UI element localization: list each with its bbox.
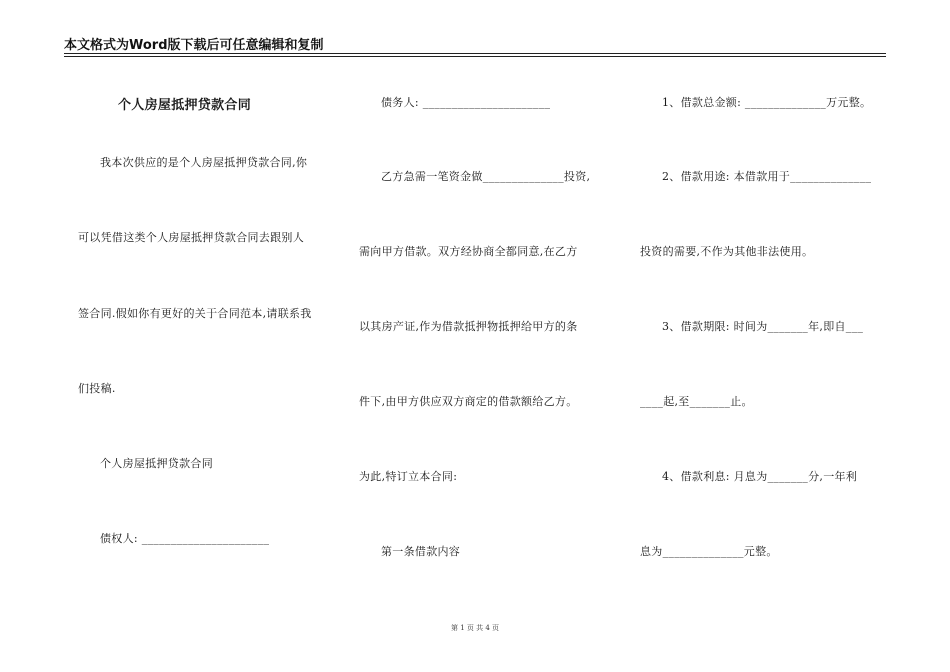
contract-subtitle: 个人房屋抵押贷款合同 (100, 457, 213, 470)
item-3-term-cont: ____起,至_______止。 (640, 395, 753, 408)
intro-line-4: 们投稿. (78, 382, 116, 395)
item-4-interest: 4、借款利息: 月息为_______分,一年利 (662, 470, 858, 483)
body-line-3: 以其房产证,作为借款抵押物抵押给甲方的条 (359, 320, 578, 333)
intro-line-3: 签合同.假如你有更好的关于合同范本,请联系我 (78, 307, 312, 320)
debtor-line: 债务人: ______________________ (381, 96, 551, 109)
page-number: 第 1 页 共 4 页 (450, 624, 500, 632)
item-1-total-amount: 1、借款总金额: ______________万元整。 (662, 96, 872, 109)
body-line-2: 需向甲方借款。双方经协商全都同意,在乙方 (359, 245, 578, 258)
item-3-term: 3、借款期限: 时间为_______年,即自___ (662, 320, 864, 333)
item-4-interest-cont: 息为______________元整。 (640, 545, 778, 558)
creditor-line: 债权人: ______________________ (100, 532, 270, 545)
body-line-5: 为此,特订立本合同: (359, 470, 458, 483)
section-1-heading: 第一条借款内容 (381, 545, 461, 558)
header-rule (64, 53, 886, 54)
body-line-1: 乙方急需一笔资金做______________投资, (381, 170, 591, 183)
item-2-purpose: 2、借款用途: 本借款用于______________ (662, 170, 872, 183)
contract-title: 个人房屋抵押贷款合同 (118, 98, 252, 113)
item-2-purpose-cont: 投资的需要,不作为其他非法使用。 (640, 245, 814, 258)
intro-line-1: 我本次供应的是个人房屋抵押贷款合同,你 (100, 156, 308, 169)
document-header: 本文格式为Word版下载后可任意编辑和复制 (64, 38, 324, 53)
header-rule-secondary (64, 56, 886, 57)
body-line-4: 件下,由甲方供应双方商定的借款额给乙方。 (359, 395, 578, 408)
intro-line-2: 可以凭借这类个人房屋抵押贷款合同去跟别人 (78, 231, 304, 244)
